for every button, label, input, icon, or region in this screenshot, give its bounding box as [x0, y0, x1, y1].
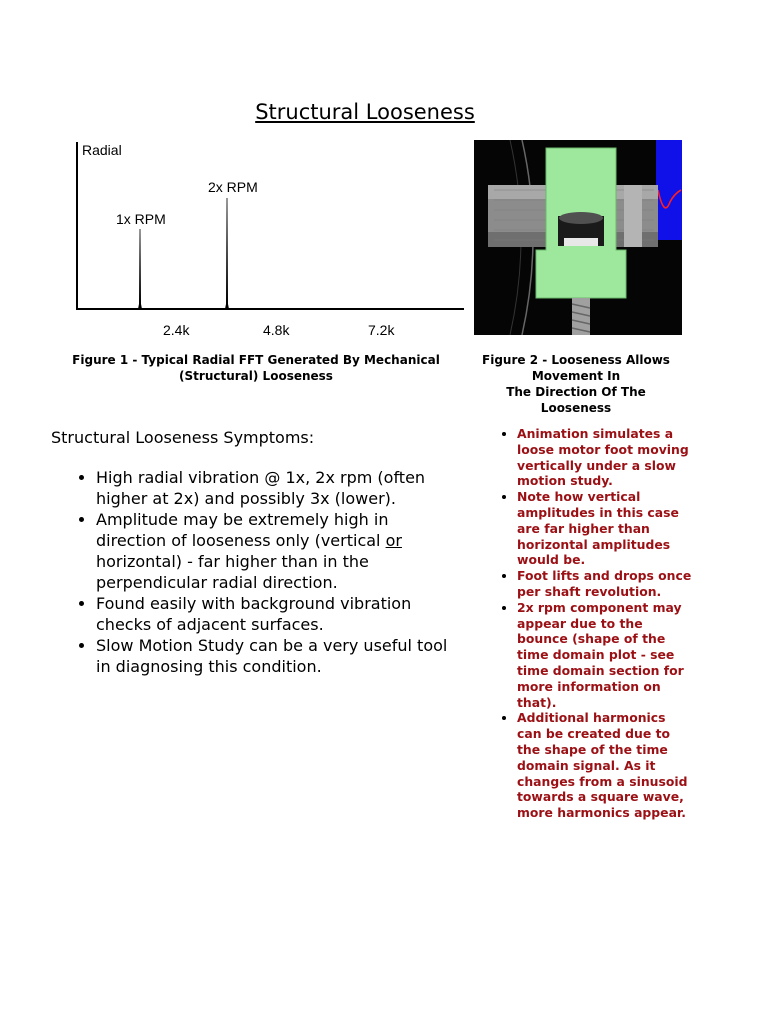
- list-item: • High radial vibration @ 1x, 2x rpm (often higher at 2x) and possibly 3x (lower).: [96, 467, 460, 509]
- symptoms-heading: Structural Looseness Symptoms:: [51, 428, 315, 447]
- page-title: Structural Looseness: [255, 100, 475, 124]
- figure-2-caption-line-1: Figure 2 - Looseness Allows: [482, 353, 670, 367]
- figure-2-caption: [470, 352, 682, 416]
- fft-spectrum-figure: [66, 136, 466, 336]
- fft-peak-1x-label: 1x RPM: [116, 211, 166, 227]
- figure-2-caption-line-3: The Direction Of The: [506, 385, 646, 399]
- list-item: • Note how vertical amplitudes in this case are far higher than horizontal amplitudes would be.: [517, 489, 693, 568]
- fft-tick-3: 7.2k: [368, 322, 395, 336]
- loose-foot-animation: [474, 140, 682, 335]
- fft-peak-2x-label: 2x RPM: [208, 179, 258, 195]
- fft-peak-2x: [225, 198, 229, 309]
- loose-foot-illustration: [474, 140, 682, 335]
- fft-tick-2: 4.8k: [263, 322, 290, 336]
- list-item: • Found easily with background vibration checks of adjacent surfaces.: [96, 593, 460, 635]
- figure-2-caption-line-2: Movement In: [531, 369, 621, 383]
- blue-panel: [656, 140, 682, 240]
- symptoms-list: [50, 467, 460, 677]
- list-item: • Foot lifts and drops once per shaft revolution.: [517, 568, 693, 600]
- fft-tick-1: 2.4k: [163, 322, 190, 336]
- list-item: • 2x rpm component may appear due to the bounce (shape of the time domain plot - see time domain section for more information on that).: [517, 600, 693, 711]
- figure-2-caption-line-4: Looseness: [540, 401, 612, 415]
- list-item: • Slow Motion Study can be a very useful tool in diagnosing this condition.: [96, 635, 460, 677]
- underlined-or: or: [385, 531, 402, 550]
- list-item-text: Amplitude may be extremely high in direction of looseness only (vertical: [96, 510, 389, 550]
- fft-ylabel: Radial: [82, 142, 122, 158]
- list-item: • Additional harmonics can be created due to the shape of the time domain signal. As it changes from a sinusoid towards a square wave, more harmonics appear.: [517, 710, 693, 821]
- list-item: [96, 509, 460, 593]
- list-item: • Animation simulates a loose motor foot moving vertically under a slow motion study.: [517, 426, 693, 489]
- animation-notes-list: [493, 426, 693, 821]
- figure-1-caption: Figure 1 - Typical Radial FFT Generated By Mechanical (Structural) Looseness: [72, 353, 440, 383]
- fft-peak-1x: [138, 229, 142, 309]
- list-item-text: horizontal) - far higher than in the perpendicular radial direction.: [96, 552, 369, 592]
